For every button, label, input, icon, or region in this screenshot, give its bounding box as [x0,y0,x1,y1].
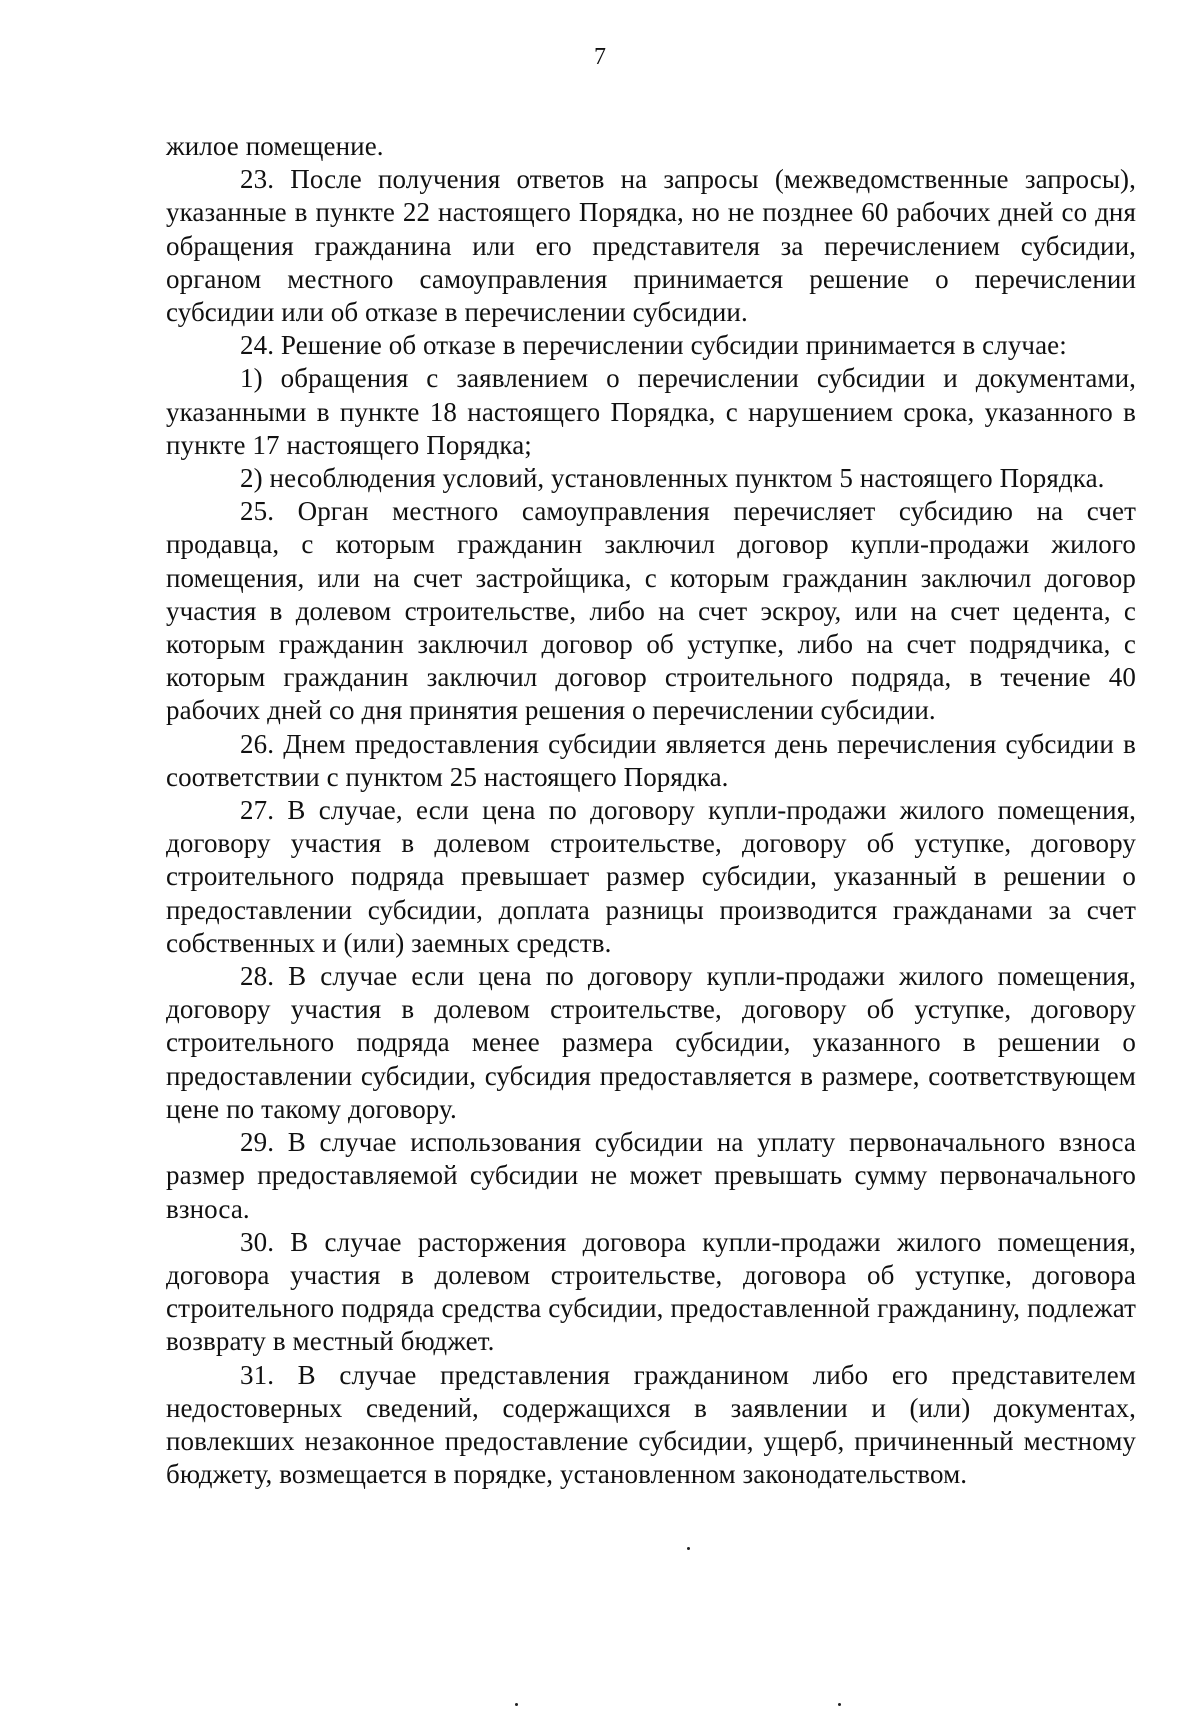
paragraph-30: 30. В случае расторжения договора купли-продажи жилого помещения, договора участия в долевом строительстве, договора об уступке, договора строительного подряда средства субсидии, предоставленной гражданину, подлежат возврату в местный бюджет. [166,1226,1136,1357]
paragraph-24-item-2: 2) несоблюдения условий, установленных пунктом 5 настоящего Порядка. [240,463,1105,494]
scan-speck [515,1703,518,1706]
paragraph-continuation: жилое помещение. [166,131,384,161]
paragraph-27: 27. В случае, если цена по договору купли-продажи жилого помещения, договору участия в долевом строительстве, договору об уступке, договору строительного подряда превышает размер субсидии, указанный в решении о предоставлении субсидии, доплата разницы производится гражданами за счет собственных и (или) заемных средств. [166,795,1136,958]
paragraph-24-item-1: 1) обращения с заявлением о перечислении субсидии и документами, указанными в пункте 18 настоящего Порядка, с нарушением срока, указанного в пункте 17 настоящего Порядка; [166,363,1136,460]
document-body [166,130,1136,1491]
paragraph-24: 24. Решение об отказе в перечислении субсидии принимается в случае: [240,330,1067,361]
paragraph-23: 23. После получения ответов на запросы (межведомственные запросы), указанные в пункте 22 настоящего Порядка, но не позднее 60 рабочих дней со дня обращения гражданина или его представителя за перечислением субсидии, органом местного самоуправления принимается решение о перечислении субсидии или об отказе в перечислении субсидии. [166,164,1136,328]
paragraph-25: 25. Орган местного самоуправления перечисляет субсидию на счет продавца, с которым гражданин заключил договор купли-продажи жилого помещения, или на счет застройщика, с которым гражданин заключил договор участия в долевом строительстве, либо на счет эскроу, или на счет цедента, с которым гражданин заключил договор об уступке, либо на счет подрядчика, с которым гражданин заключил договор строительного подряда, в течение 40 рабочих дней со дня принятия решения о перечислении субсидии. [166,496,1136,726]
paragraph-31: 31. В случае представления гражданином либо его представителем недостоверных сведений, содержащихся в заявлении и (или) документах, повлекших незаконное предоставление субсидии, ущерб, причиненный местному бюджету, возмещается в порядке, установленном законодательством. [166,1359,1136,1490]
page-number: 7 [594,44,606,70]
paragraph-29: 29. В случае использования субсидии на уплату первоначального взноса размер предоставляемой субсидии не может превышать сумму первоначального взноса. [166,1127,1136,1224]
paragraph-28: 28. В случае если цена по договору купли-продажи жилого помещения, договору участия в долевом строительстве, договору об уступке, договору строительного подряда менее размера субсидии, указанного в решении о предоставлении субсидии, субсидия предоставляется в размере, соответствующем цене по такому договору. [166,961,1136,1124]
scan-speck [687,1547,690,1550]
paragraph-26: 26. Днем предоставления субсидии является день перечисления субсидии в соответствии с пунктом 25 настоящего Порядка. [166,728,1136,792]
scan-speck [838,1703,841,1706]
